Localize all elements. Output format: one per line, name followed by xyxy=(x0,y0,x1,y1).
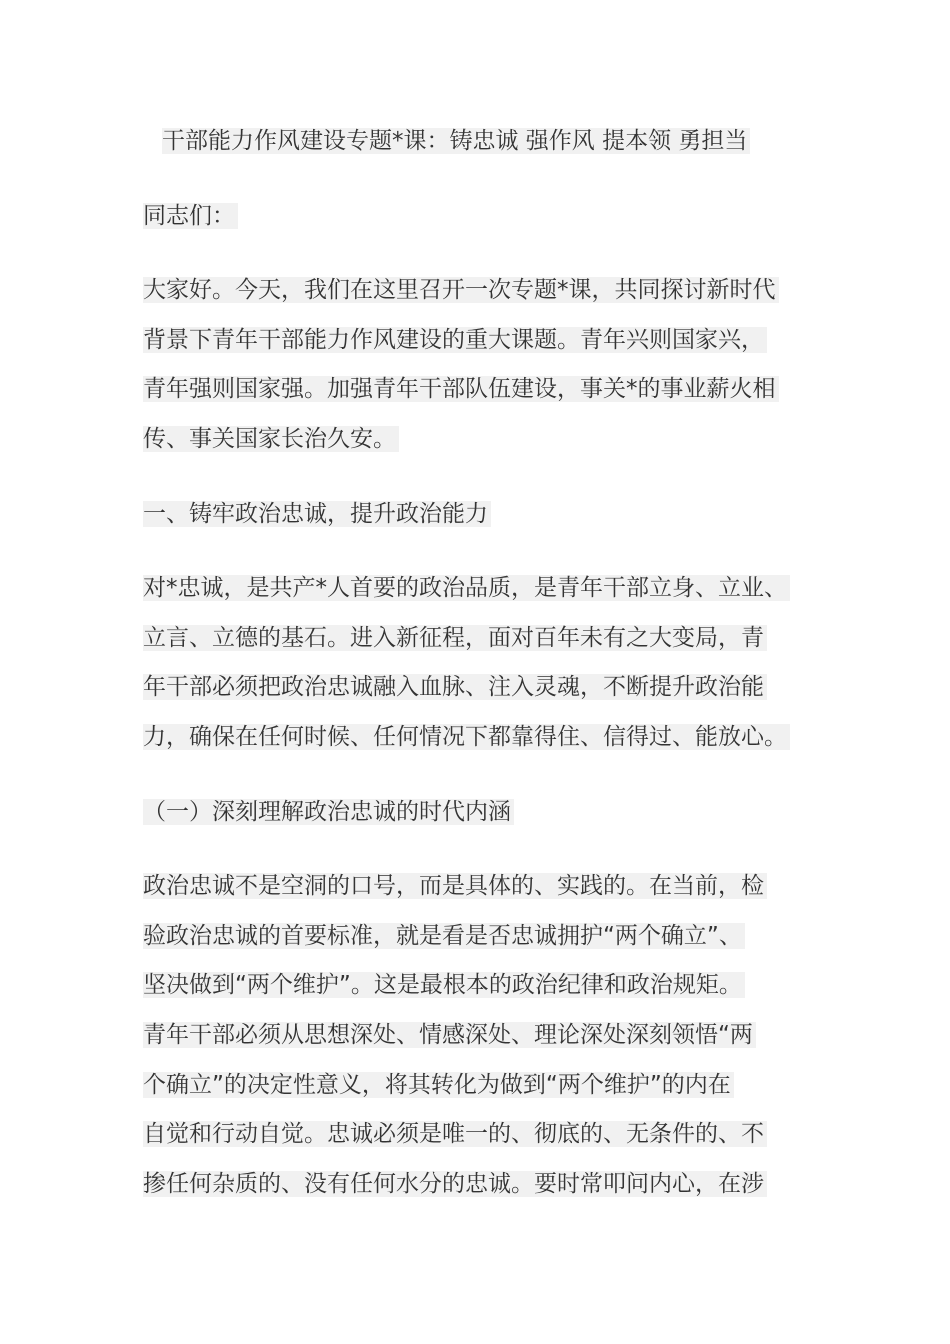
paragraph-line: 青年强则国家强。加强青年干部队伍建设，事关*的事业薪火相 xyxy=(143,376,779,402)
paragraph-line: 力，确保在任何时候、任何情况下都靠得住、信得过、能放心。 xyxy=(143,724,790,750)
paragraph-line: 背景下青年干部能力作风建设的重大课题。青年兴则国家兴， xyxy=(143,327,767,353)
paragraph-line: 验政治忠诚的首要标准，就是看是否忠诚拥护“两个确立”、 xyxy=(143,923,745,949)
title-text: 干部能力作风建设专题*课：铸忠诚 强作风 提本领 勇担当 xyxy=(162,128,750,154)
section1-paragraph xyxy=(143,564,790,763)
paragraph-line: 年干部必须把政治忠诚融入血脉、注入灵魂，不断提升政治能 xyxy=(143,674,767,700)
paragraph-line: 青年干部必须从思想深处、情感深处、理论深处深刻领悟“两 xyxy=(143,1022,756,1048)
paragraph-line: 政治忠诚不是空洞的口号，而是具体的、实践的。在当前，检 xyxy=(143,873,767,899)
document-title xyxy=(162,118,750,164)
paragraph-line: 掺任何杂质的、没有任何水分的忠诚。要时常叩问内心，在涉 xyxy=(143,1171,767,1197)
subheading-text: （一）深刻理解政治忠诚的时代内涵 xyxy=(143,799,514,825)
paragraph-line: 立言、立德的基石。进入新征程，面对百年未有之大变局，青 xyxy=(143,625,767,651)
paragraph-line: 大家好。今天，我们在这里召开一次专题*课，共同探讨新时代 xyxy=(143,277,779,303)
paragraph-line: 传、事关国家长治久安。 xyxy=(143,426,399,452)
subsection1-paragraph xyxy=(143,862,767,1210)
paragraph-line: 对*忠诚，是共产*人首要的政治品质，是青年干部立身、立业、 xyxy=(143,575,790,601)
subsection-heading-1 xyxy=(143,788,514,838)
heading-text: 一、铸牢政治忠诚，提升政治能力 xyxy=(143,501,491,527)
paragraph-line: 坚决做到“两个维护”。这是最根本的政治纪律和政治规矩。 xyxy=(143,972,745,998)
greeting-text: 同志们： xyxy=(143,203,238,229)
paragraph-line: 自觉和行动自觉。忠诚必须是唯一的、彻底的、无条件的、不 xyxy=(143,1121,767,1147)
intro-paragraph xyxy=(143,266,779,465)
paragraph-line: 个确立”的决定性意义，将其转化为做到“两个维护”的内在 xyxy=(143,1072,734,1098)
section-heading-1 xyxy=(143,490,491,540)
greeting-paragraph xyxy=(143,192,238,242)
